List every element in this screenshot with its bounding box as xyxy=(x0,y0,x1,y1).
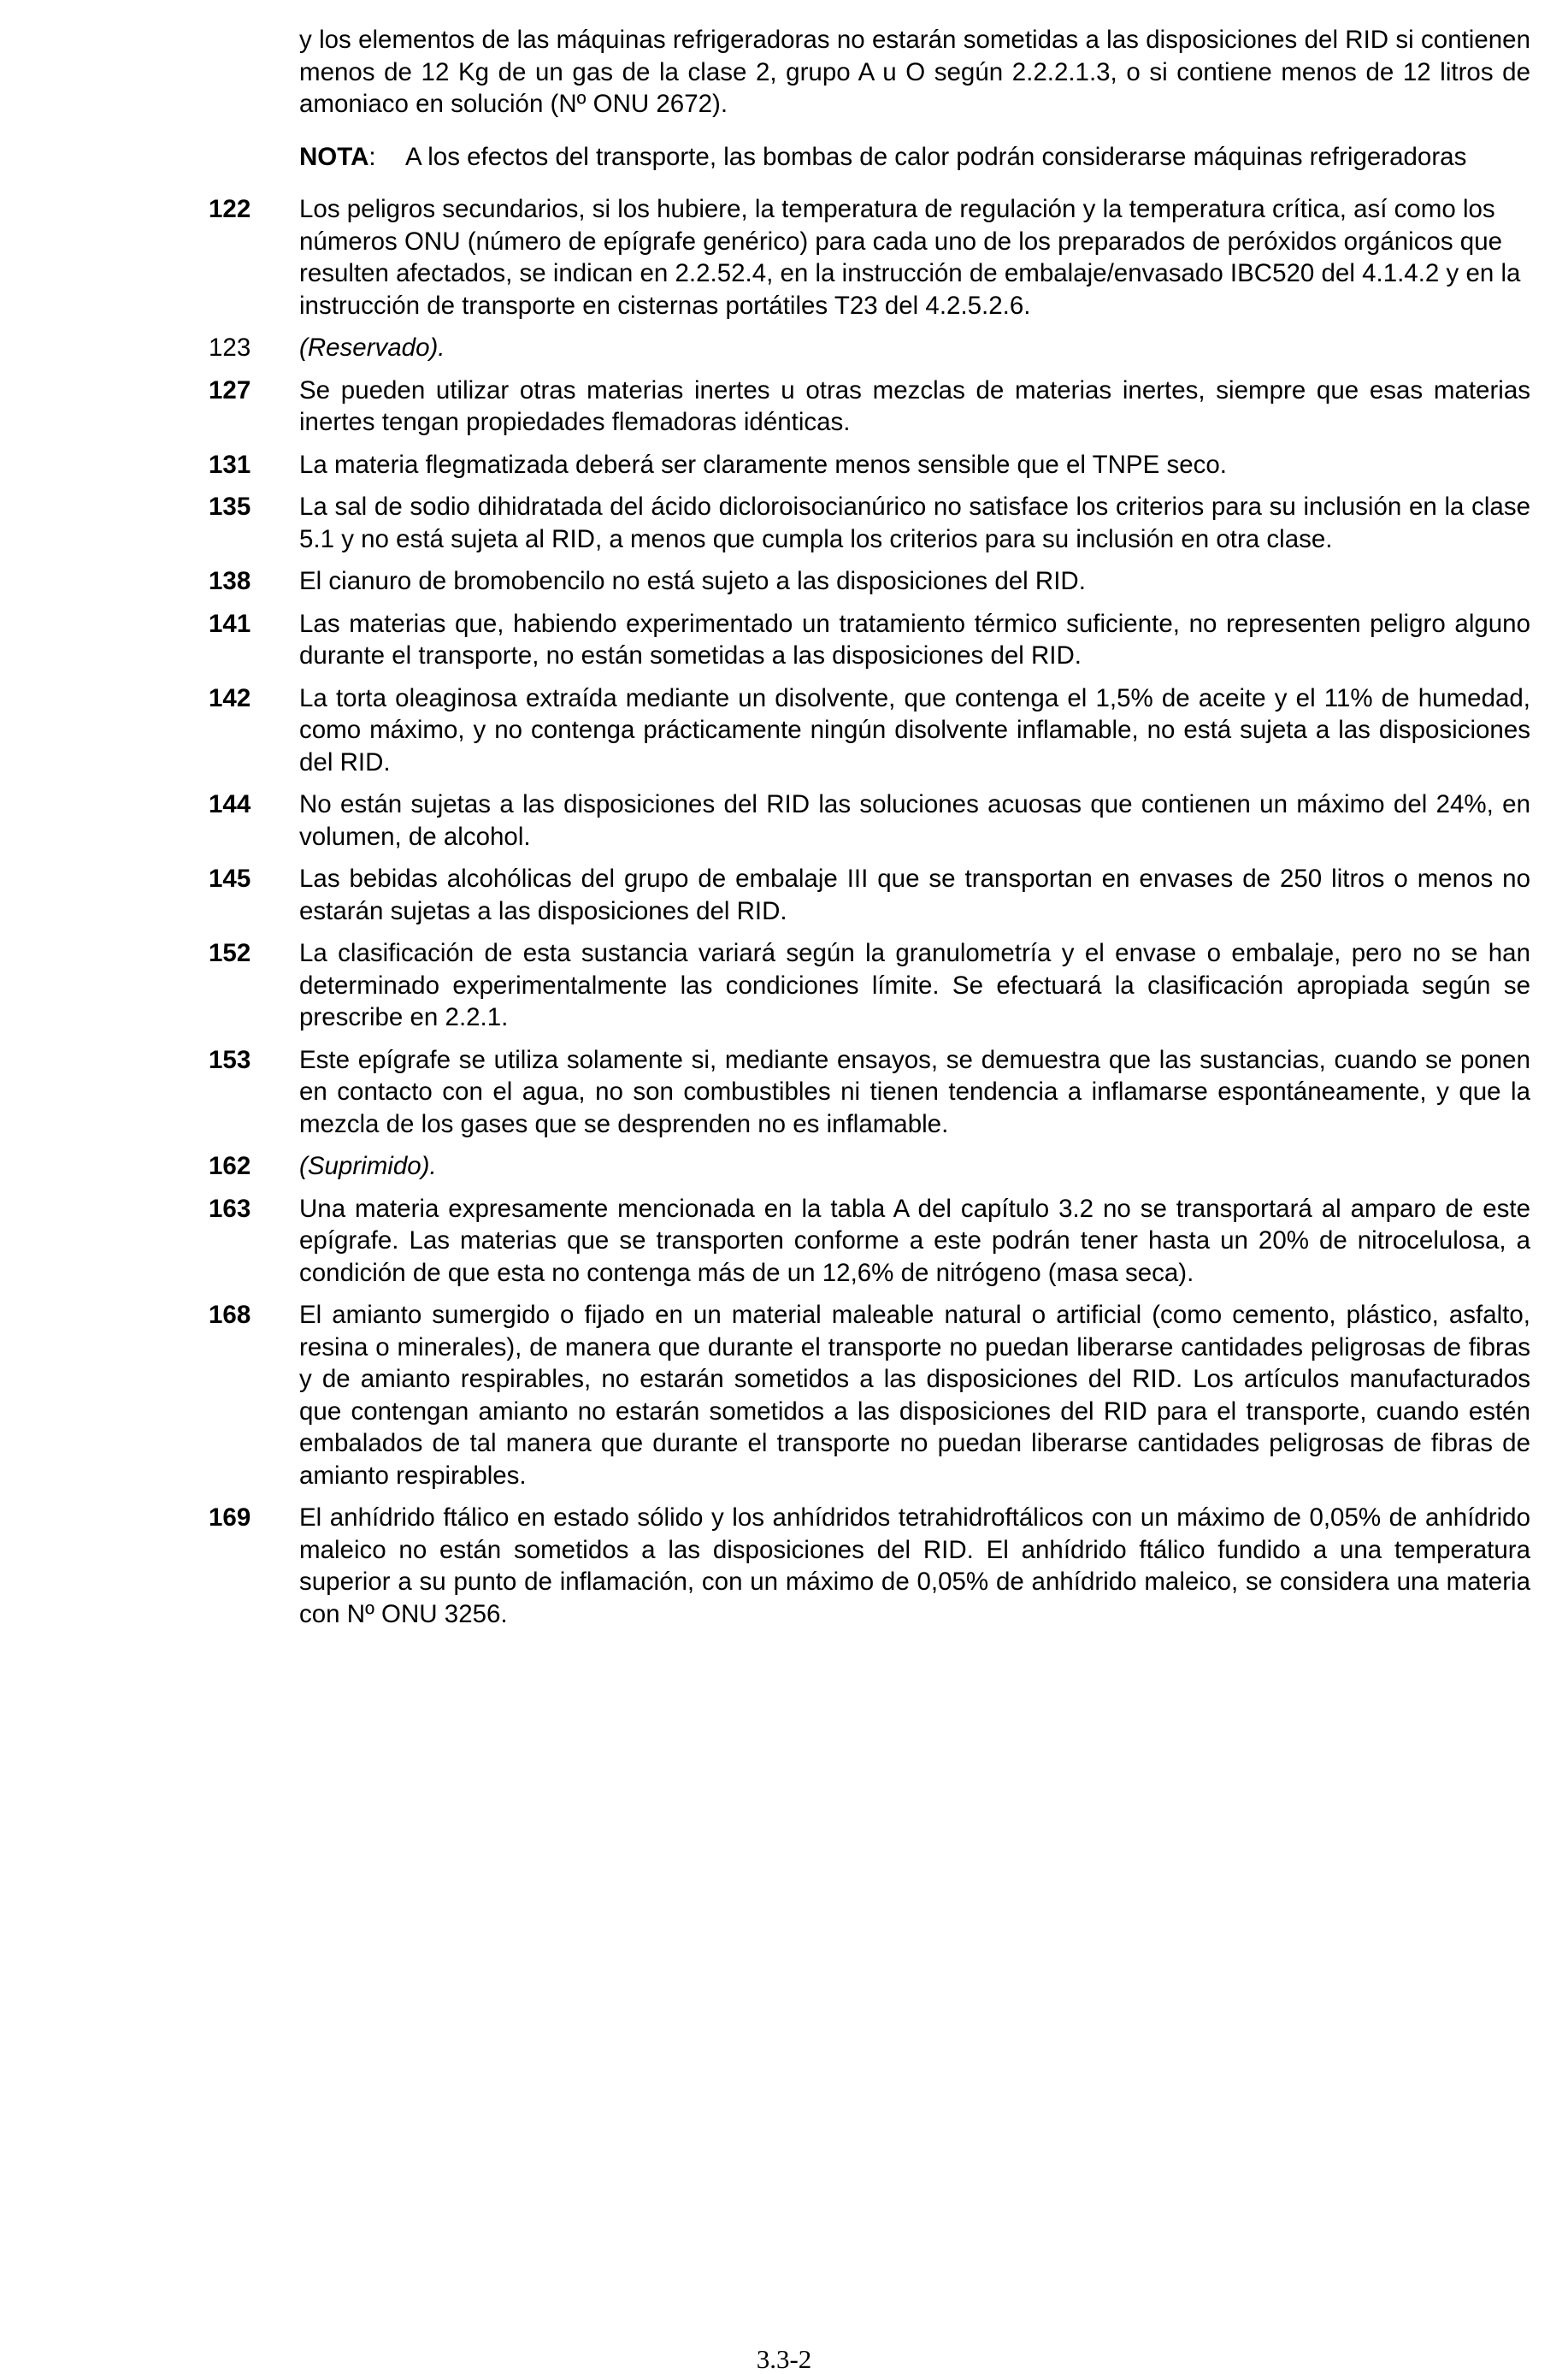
provision-number: 153 xyxy=(209,1045,251,1074)
provision-122 xyxy=(209,193,1530,322)
provision-162 xyxy=(209,1150,1530,1183)
provision-142 xyxy=(209,682,1530,779)
provision-152 xyxy=(209,937,1530,1034)
provision-127 xyxy=(209,375,1530,439)
nota-label: NOTA: xyxy=(299,142,376,171)
intro-paragraph: y los elementos de las máquinas refrigeradoras no estarán sometidas a las disposiciones del RID si contienen menos de 12 Kg de un gas de la clase 2, grupo A u O según 2.2.2.1.3, o si contiene menos de 12 litros de amoniaco en solución (Nº ONU 2672). xyxy=(299,26,1530,118)
provision-text: (Reservado). xyxy=(299,334,445,362)
provision-153 xyxy=(209,1044,1530,1141)
provision-text: Una materia expresamente mencionada en la tabla A del capítulo 3.2 no se transportará al amparo de este epígrafe. Las materias que se transporten conforme a este podrán tener hasta un 20% de nitrocelulosa, a condición de que esta no contenga más de un 12,6% de nitrógeno (masa seca). xyxy=(299,1194,1530,1287)
provision-text: El amianto sumergido o fijado en un material maleable natural o artificial (como cemento, plástico, asfalto, resina o minerales), de manera que durante el transporte no puedan liberarse cantidades peligrosas de fibras y de amianto respirables, no estarán sometidos a las disposiciones del RID. Los artículos manufacturados que contengan amianto no estarán sometidos a las disposiciones del RID para el transporte, cuando estén embalados de tal manera que durante el transporte no puedan liberarse cantidades peligrosas de fibras de amianto respirables. xyxy=(299,1301,1530,1490)
provision-number: 138 xyxy=(209,567,251,595)
provision-text: El anhídrido ftálico en estado sólido y los anhídridos tetrahidroftálicos con un máximo de 0,05% de anhídrido maleico no están sometidos a las disposiciones del RID. El anhídrido ftálico fundido a una temperatura superior a su punto de inflamación, con un máximo de 0,05% de anhídrido maleico, se considera una materia con Nº ONU 3256. xyxy=(299,1503,1530,1628)
provision-text: La torta oleaginosa extraída mediante un disolvente, que contenga el 1,5% de aceite y el 11% de humedad, como máximo, y no contenga prácticamente ningún disolvente inflamable, no está sujeta a las disposiciones del RID. xyxy=(299,683,1530,777)
nota-text: A los efectos del transporte, las bombas de calor podrán considerarse máquinas refrigeradoras xyxy=(405,142,1467,171)
provision-135 xyxy=(209,491,1530,555)
provision-number: 123 xyxy=(209,334,251,362)
provision-text: Los peligros secundarios, si los hubiere, la temperatura de regulación y la temperatura crítica, así como los números ONU (número de epígrafe genérico) para cada uno de los preparados de peróxidos orgánicos que resulten afectados, se indican en 2.2.52.4, en la instrucción de embalaje/envasado IBC520 del 4.1.4.2 y en la instrucción de transporte en cisternas portátiles T23 del 4.2.5.2.6. xyxy=(299,195,1521,320)
provision-text: La clasificación de esta sustancia variará según la granulometría y el envase o embalaje, pero no se han determinado experimentalmente las condiciones límite. Se efectuará la clasificación apropiada según se prescribe en 2.2.1. xyxy=(299,939,1530,1031)
provision-131 xyxy=(209,449,1530,481)
page-number: 3.3-2 xyxy=(756,2344,812,2374)
provision-text: No están sujetas a las disposiciones del RID las soluciones acuosas que contienen un máximo del 24%, en volumen, de alcohol. xyxy=(299,790,1530,851)
provision-number: 135 xyxy=(209,493,251,521)
provision-number: 131 xyxy=(209,450,251,479)
provision-145 xyxy=(209,863,1530,927)
provision-141 xyxy=(209,608,1530,672)
provision-text: La sal de sodio dihidratada del ácido dicloroisocianúrico no satisface los criterios para su inclusión en la clase 5.1 y no está sujeta al RID, a menos que cumpla los criterios para su inclusión en otra clase. xyxy=(299,493,1530,553)
provision-number: 142 xyxy=(209,683,251,712)
provision-144 xyxy=(209,788,1530,853)
provision-138 xyxy=(209,565,1530,598)
nota-block xyxy=(299,141,1530,174)
provision-text: Las bebidas alcohólicas del grupo de embalaje III que se transportan en envases de 250 litros o menos no estarán sujetas a las disposiciones del RID. xyxy=(299,865,1530,925)
provision-163 xyxy=(209,1193,1530,1290)
provision-169 xyxy=(209,1502,1530,1630)
provision-text: El cianuro de bromobencilo no está sujeto a las disposiciones del RID. xyxy=(299,567,1086,595)
provision-number: 152 xyxy=(209,939,251,967)
provision-number: 127 xyxy=(209,375,251,405)
document-body xyxy=(209,24,1530,1630)
provision-number: 169 xyxy=(209,1503,251,1532)
provision-168 xyxy=(209,1299,1530,1491)
provision-number: 162 xyxy=(209,1152,251,1180)
provision-text: Se pueden utilizar otras materias inertes u otras mezclas de materias inertes, siempre que esas materias inertes tengan propiedades flemadoras idénticas. xyxy=(299,375,1530,436)
provision-123 xyxy=(209,332,1530,364)
provision-number: 145 xyxy=(209,865,251,893)
provision-number: 144 xyxy=(209,790,251,818)
provision-number: 168 xyxy=(209,1301,251,1329)
provision-number: 163 xyxy=(209,1194,251,1223)
provision-number: 141 xyxy=(209,609,251,638)
provision-text: Las materias que, habiendo experimentado un tratamiento térmico suficiente, no representen peligro alguno durante el transporte, no están sometidas a las disposiciones del RID. xyxy=(299,609,1530,670)
provision-text: La materia flegmatizada deberá ser claramente menos sensible que el TNPE seco. xyxy=(299,450,1227,479)
provision-text: Este epígrafe se utiliza solamente si, mediante ensayos, se demuestra que las sustancias, cuando se ponen en contacto con el agua, no son combustibles ni tienen tendencia a inflamarse espontáneamente, y que la mezcla de los gases que se desprenden no es inflamable. xyxy=(299,1045,1530,1138)
provision-number: 122 xyxy=(209,195,251,223)
provision-text: (Suprimido). xyxy=(299,1152,437,1180)
special-provisions-list xyxy=(209,193,1530,1630)
